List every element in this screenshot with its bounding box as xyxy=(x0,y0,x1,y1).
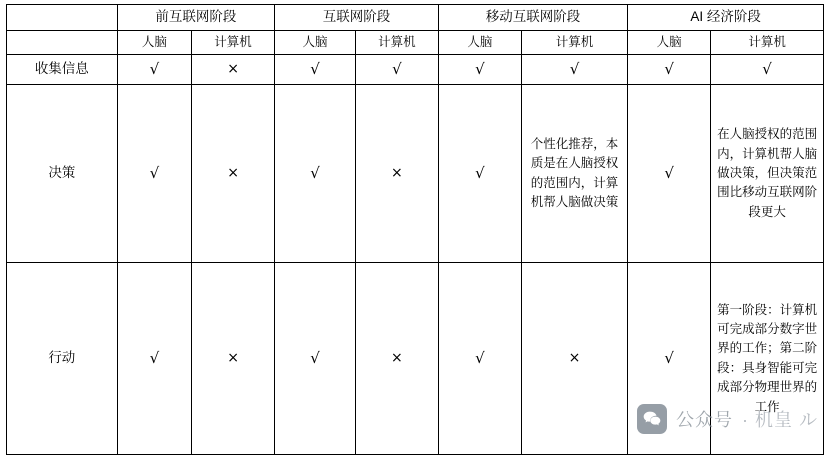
cell-0-4: √ xyxy=(438,55,521,85)
cell-2-2: √ xyxy=(275,263,356,455)
subheader-1-0: 人脑 xyxy=(275,30,356,54)
subheader-3-1: 计算机 xyxy=(711,30,824,54)
watermark-text-secondary: · 机皇 ル xyxy=(742,410,818,430)
table-container xyxy=(6,4,824,438)
table-row xyxy=(7,85,824,263)
corner-cell xyxy=(7,5,118,31)
table-header-stages xyxy=(7,5,824,31)
cell-2-1: × xyxy=(192,263,275,455)
cell-2-4: √ xyxy=(438,263,521,455)
corner-cell-2 xyxy=(7,30,118,54)
stage-header-2: 移动互联网阶段 xyxy=(438,5,627,31)
watermark-text: 公众号 xyxy=(676,410,733,430)
table-row xyxy=(7,263,824,455)
cell-0-0: √ xyxy=(117,55,191,85)
row-label-1: 决策 xyxy=(7,85,118,263)
cell-2-0: √ xyxy=(117,263,191,455)
cell-0-2: √ xyxy=(275,55,356,85)
row-label-2: 行动 xyxy=(7,263,118,455)
subheader-1-1: 计算机 xyxy=(355,30,438,54)
table-row xyxy=(7,55,824,85)
cell-2-7: 第一阶段：计算机可完成部分数字世界的工作；第二阶段：具身智能可完成部分物理世界的工作 xyxy=(711,263,824,455)
cell-2-5: × xyxy=(521,263,627,455)
cell-2-3: × xyxy=(355,263,438,455)
cell-0-6: √ xyxy=(628,55,711,85)
stage-header-0: 前互联网阶段 xyxy=(117,5,274,31)
cell-1-4: √ xyxy=(438,85,521,263)
subheader-0-1: 计算机 xyxy=(192,30,275,54)
cell-1-7: 在人脑授权的范围内，计算机帮人脑做决策，但决策范围比移动互联网阶段更大 xyxy=(711,85,824,263)
cell-1-2: √ xyxy=(275,85,356,263)
subheader-0-0: 人脑 xyxy=(117,30,191,54)
cell-2-6: √ xyxy=(628,263,711,455)
cell-0-1: × xyxy=(192,55,275,85)
cell-0-3: √ xyxy=(355,55,438,85)
cell-1-0: √ xyxy=(117,85,191,263)
cell-1-5: 个性化推荐，本质是在人脑授权的范围内，计算机帮人脑做决策 xyxy=(521,85,627,263)
cell-1-1: × xyxy=(192,85,275,263)
cell-0-7: √ xyxy=(711,55,824,85)
subheader-2-1: 计算机 xyxy=(521,30,627,54)
comparison-table xyxy=(6,4,824,455)
stage-header-3: AI 经济阶段 xyxy=(628,5,824,31)
table-header-subcolumns xyxy=(7,30,824,54)
row-label-0: 收集信息 xyxy=(7,55,118,85)
cell-0-5: √ xyxy=(521,55,627,85)
subheader-3-0: 人脑 xyxy=(628,30,711,54)
cell-1-3: × xyxy=(355,85,438,263)
stage-header-1: 互联网阶段 xyxy=(275,5,439,31)
cell-1-6: √ xyxy=(628,85,711,263)
subheader-2-0: 人脑 xyxy=(438,30,521,54)
